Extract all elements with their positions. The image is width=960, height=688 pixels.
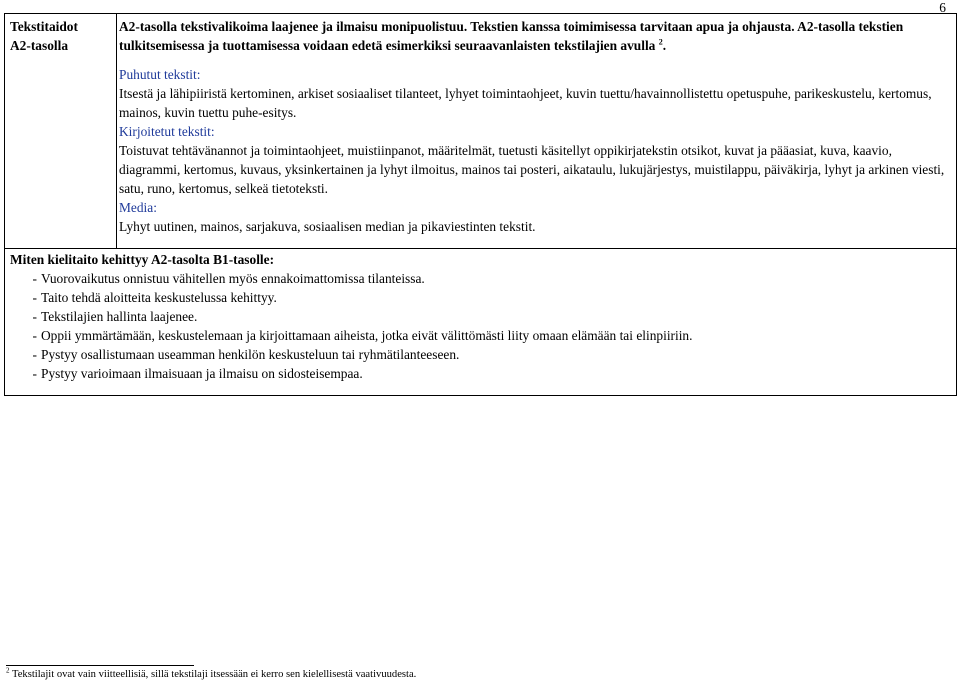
spoken-texts-list: Itsestä ja lähipiiristä kertominen, arkiset sosiaaliset tilanteet, lyhyet toimintaohjeet, kuvin tuettu/havainnollistettu opetuspuhe, parikeskustelu, kertomus, mainos, kuvin tuettu puhe-esitys. [119,86,932,120]
list-item: - Taito tehdä aloitteita keskustelussa kehittyy. [32,290,277,305]
page-number: 6 [939,0,946,15]
text-skills-table [4,13,957,248]
footnote-number: 2 [6,666,10,675]
media-heading: Media: [119,200,157,215]
intro-text: A2-tasolla tekstivalikoima laajenee ja ilmaisu monipuolistuu. Tekstien kanssa toimimisessa tarvitaan apua ja ohjausta. A2-tasolla tekstien tulkitsemisessa ja tuottamisessa voidaan edetä esimerkiksi seuraavanlaisten tekstilajien avulla [119,19,904,53]
footnote-separator [6,665,194,666]
footnote [6,668,416,682]
intro-end: . [662,38,667,53]
list-item: - Oppii ymmärtämään, keskustelemaan ja kirjoittamaan aiheista, jotka eivät välittömästi liity omaan elämään tai elinpiiriin. [32,328,693,343]
content-cell [119,17,951,236]
footnote-text: Tekstilajit ovat vain viitteellisiä, sillä tekstilaji itsessään ei kerro sen kielellisestä vaativuudesta. [11,669,417,680]
progress-content [10,250,940,383]
intro-paragraph [119,17,951,55]
row-header-line-2: A2-tasolla [10,38,69,53]
footnote-reference: 2 [658,37,663,47]
written-texts-heading: Kirjoitetut tekstit: [119,124,215,139]
list-item: - Pystyy osallistumaan useamman henkilön keskusteluun tai ryhmätilanteeseen. [32,347,460,362]
row-header-cell [10,17,114,55]
spoken-texts-heading: Puhutut tekstit: [119,67,201,82]
list-item: - Pystyy varioimaan ilmaisuaan ja ilmaisu on sidosteisempaa. [32,366,363,381]
progress-list [10,269,940,383]
text-genres [119,65,951,236]
row-header-line-1: Tekstitaidot [10,19,78,34]
list-item: - Vuorovaikutus onnistuu vähitellen myös ennakoimattomissa tilanteissa. [32,271,425,286]
column-divider [116,14,117,248]
media-texts-list: Lyhyt uutinen, mainos, sarjakuva, sosiaalisen median ja pikaviestinten tekstit. [119,219,536,234]
written-texts-list: Toistuvat tehtävänannot ja toimintaohjeet, muistiinpanot, määritelmät, tuetusti käsitellyt oppikirjatekstin otsikot, kuvat ja pääasiat, kuva, kaavio, diagrammi, kertomus, kuvaus, yksinkertainen ja lyhyt ilmoitus, mainos tai posteri, aikataulu, lukujärjestys, muistilappu, päiväkirja, lyhyt ja arkinen viesti, satu, runo, kertomus, selkeä tietoteksti. [119,143,945,196]
progress-heading: Miten kielitaito kehittyy A2-tasolta B1-tasolle: [10,252,275,267]
progress-box [4,248,957,396]
list-item: - Tekstilajien hallinta laajenee. [32,309,198,324]
